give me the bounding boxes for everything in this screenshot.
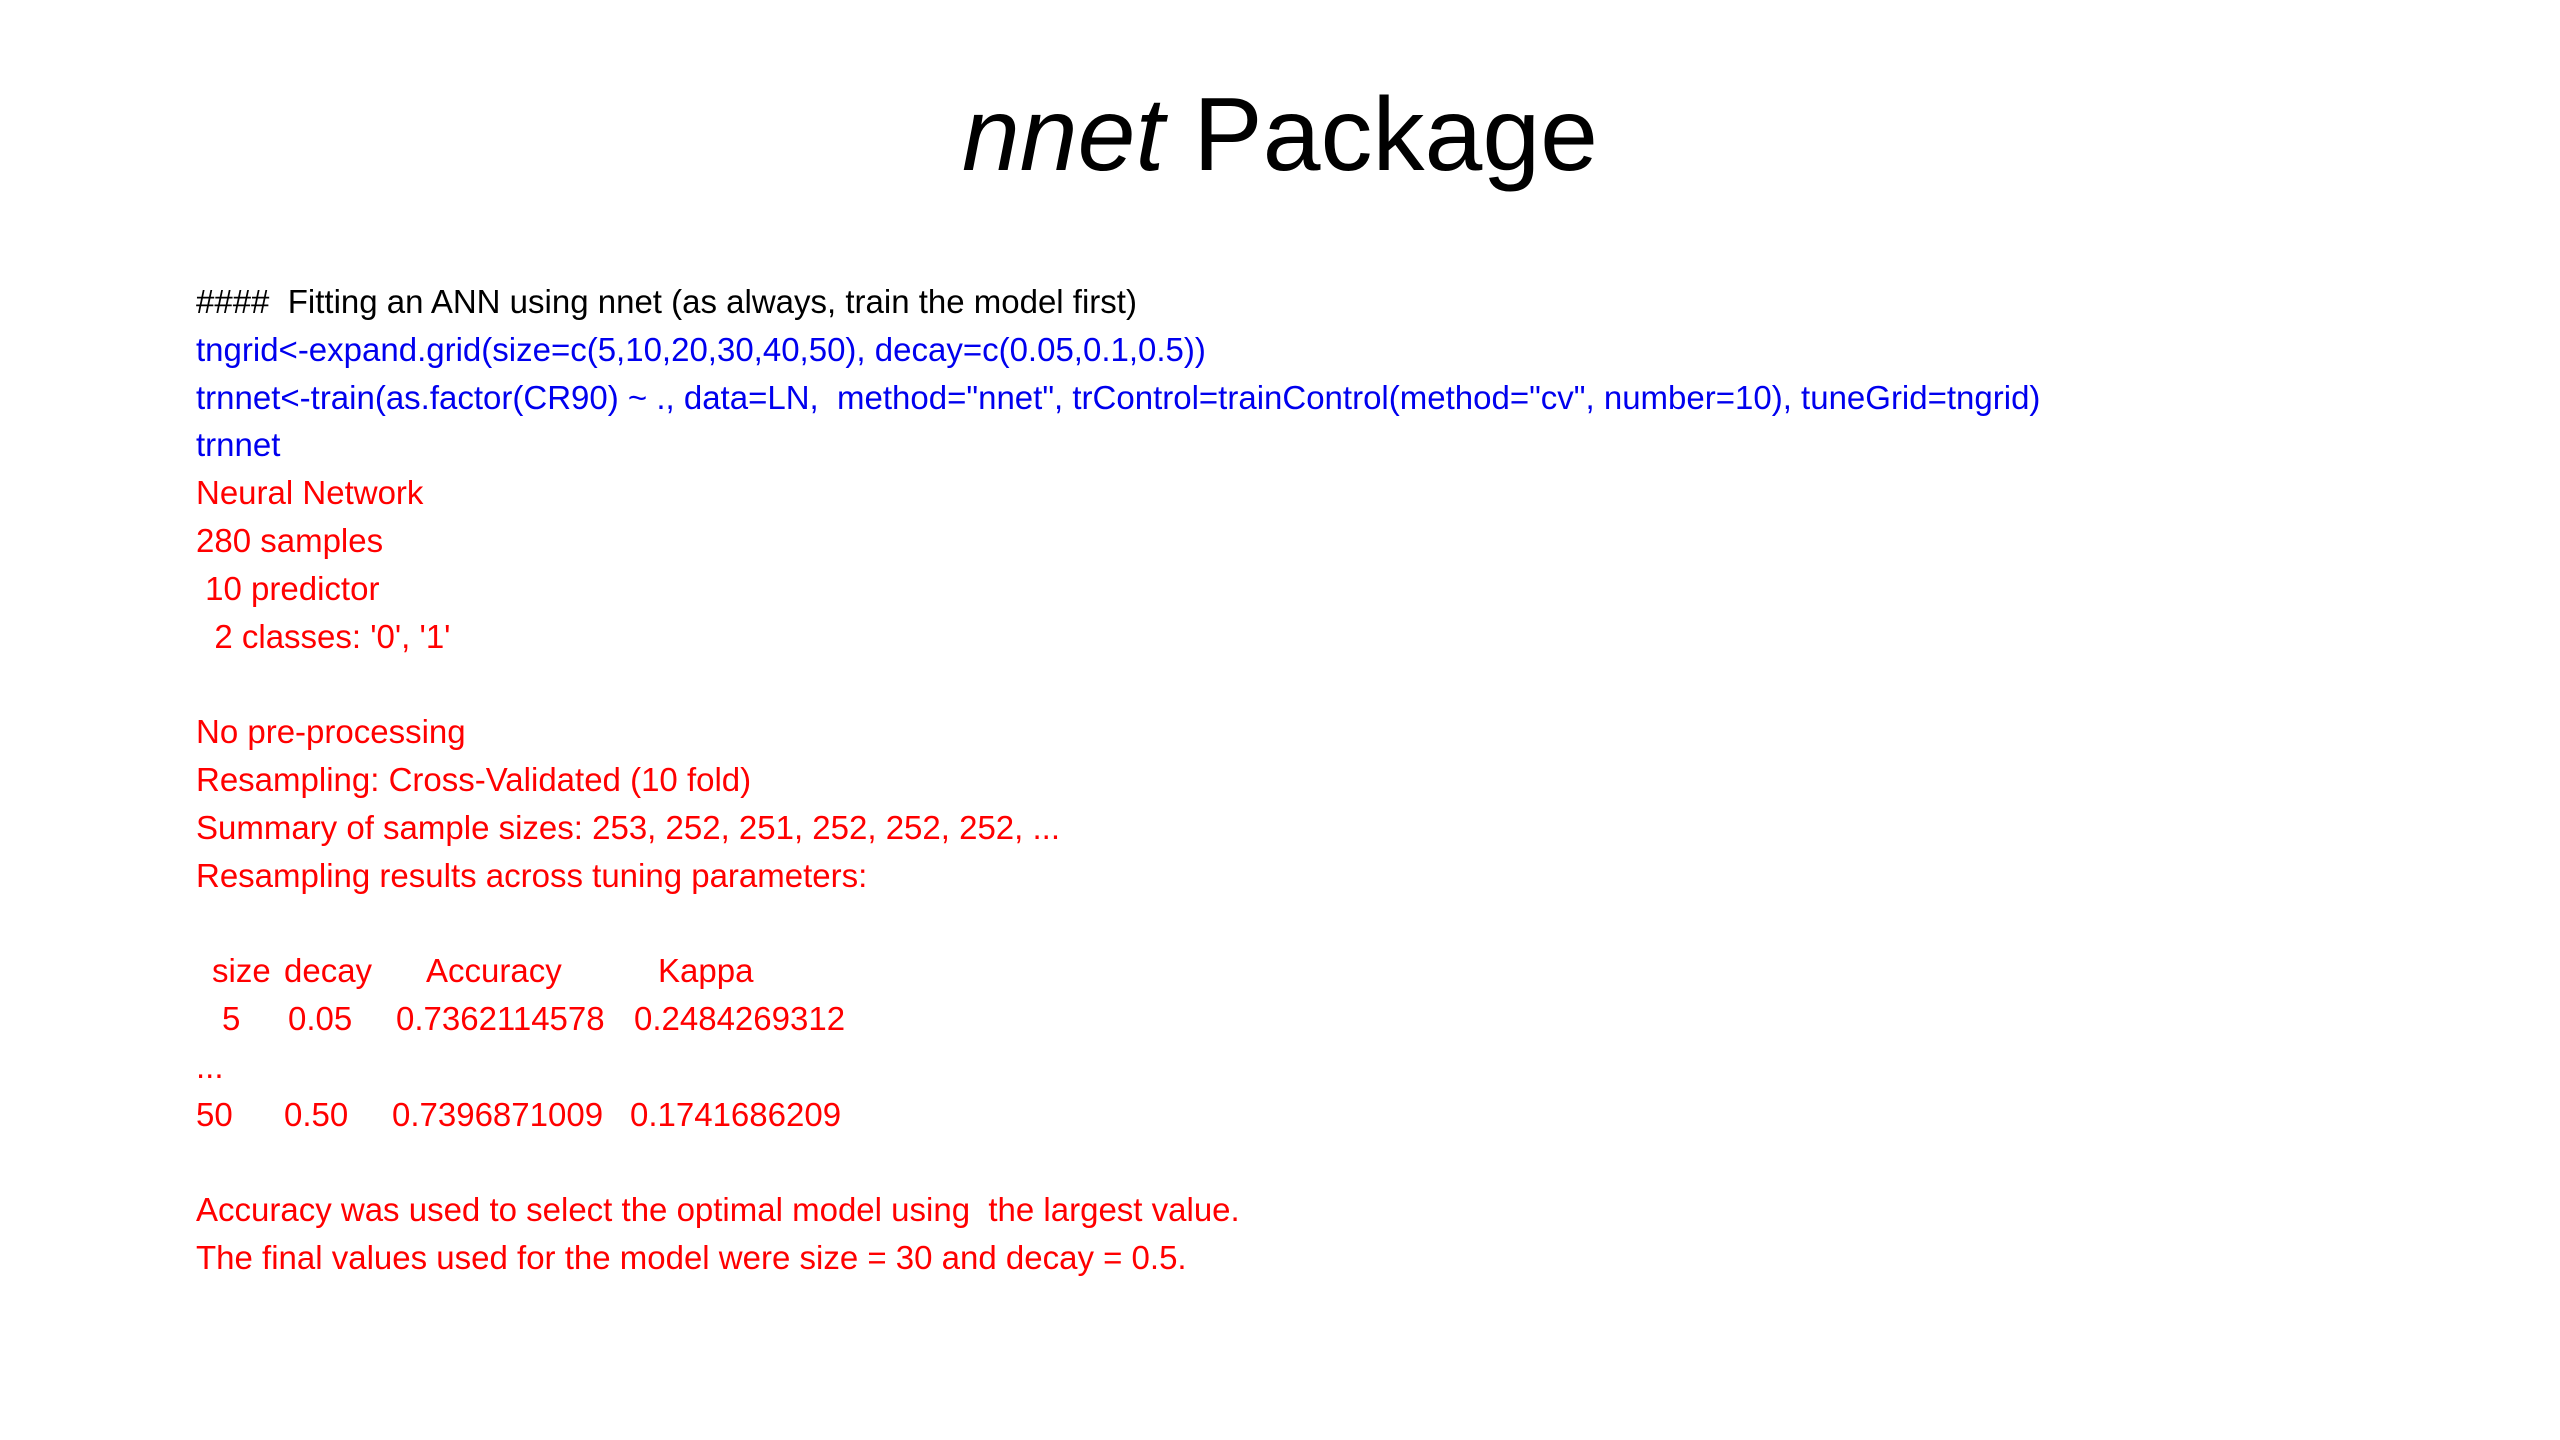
- output-line-preprocessing: No pre-processing: [196, 713, 466, 751]
- output-line-results-heading: Resampling results across tuning parameters:: [196, 856, 868, 894]
- title-italic-part: nnet: [961, 77, 1165, 193]
- table-ellipsis: ...: [196, 1047, 224, 1085]
- code-line-train: trnnet<-train(as.factor(CR90) ~ ., data=LN, method="nnet", trControl=trainControl(method="cv", number=10), tuneGrid=tngrid): [196, 378, 2041, 416]
- output-line-predictors: 10 predictor: [196, 569, 380, 607]
- output-line-selection-metric: Accuracy was used to select the optimal model using the largest value.: [196, 1191, 1240, 1229]
- blank-line: [196, 660, 2496, 708]
- code-line-tngrid: tngrid<-expand.grid(size=c(5,10,20,30,40,50), decay=c(0.05,0.1,0.5)): [196, 330, 1206, 368]
- header-size: size: [212, 952, 271, 990]
- blank-line: [196, 899, 2496, 947]
- output-line-model-type: Neural Network: [196, 474, 424, 512]
- row2-decay: 0.50: [284, 1095, 349, 1133]
- results-table-row: [196, 995, 2496, 1043]
- title-regular-part: Package: [1164, 77, 1599, 193]
- output-line-classes: 2 classes: '0', '1': [196, 617, 451, 655]
- slide-title: [0, 70, 2560, 200]
- results-table-row: [196, 1091, 2496, 1139]
- comment-line: #### Fitting an ANN using nnet (as always, train the model first): [196, 283, 1137, 320]
- row2-size: 50: [196, 1095, 233, 1133]
- output-line-samples: 280 samples: [196, 521, 384, 559]
- header-kappa: Kappa: [658, 952, 754, 990]
- row1-accuracy: 0.7362114578: [396, 999, 605, 1037]
- row1-size: 5: [222, 999, 241, 1037]
- header-accuracy: Accuracy: [426, 952, 562, 990]
- code-line-trnnet: trnnet: [196, 426, 281, 464]
- output-line-resampling: Resampling: Cross-Validated (10 fold): [196, 760, 752, 798]
- row1-kappa: 0.2484269312: [634, 999, 846, 1037]
- row1-decay: 0.05: [288, 999, 353, 1037]
- slide-body: [196, 278, 2496, 1282]
- header-decay: decay: [284, 952, 373, 990]
- output-line-final-values: The final values used for the model were size = 30 and decay = 0.5.: [196, 1238, 1187, 1276]
- output-line-sample-sizes: Summary of sample sizes: 253, 252, 251, 252, 252, 252, ...: [196, 808, 1060, 846]
- results-table-header: [196, 947, 2496, 995]
- row2-accuracy: 0.7396871009: [392, 1095, 604, 1133]
- row2-kappa: 0.1741686209: [630, 1095, 842, 1133]
- blank-line: [196, 1138, 2496, 1186]
